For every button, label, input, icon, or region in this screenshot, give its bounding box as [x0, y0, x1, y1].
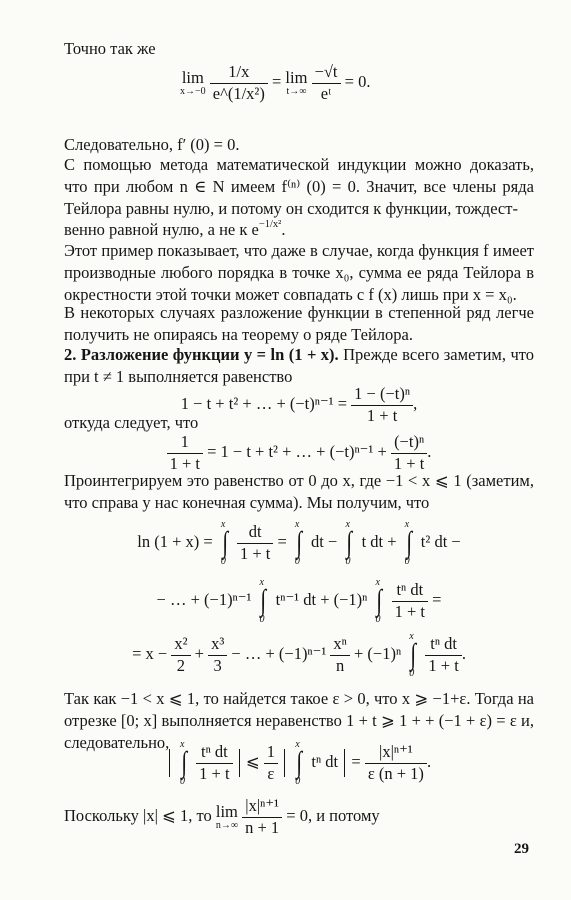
formula-part: t² dt −: [420, 531, 461, 551]
section-heading: 2. Разложение функции y = ln (1 + x).: [64, 345, 339, 364]
lim-label: lim: [285, 68, 308, 88]
text-span: венно равной нулю, а не к e: [64, 220, 259, 239]
frac-den: 1 + t: [393, 453, 425, 473]
paragraph: В некоторых случаях разложение функции в степенной ряд легче получить не опираясь на теорему о ряде Тейлора.: [64, 303, 534, 344]
formula-result: = 0.: [344, 71, 371, 91]
formula-part: − … + (−1)ⁿ⁻¹: [231, 643, 327, 663]
formula-part: + (−1)ⁿ: [354, 643, 402, 663]
text-line: Точно так же: [64, 39, 156, 58]
lim-sub: x→−0: [180, 85, 206, 97]
formula-sum: 1 − t + t² + … + (−t)ⁿ⁻¹ = $\frac{\text{1 − (−t)ⁿ}}{1 + t}$ ,: [180, 384, 418, 425]
formula-part: = x −: [132, 643, 168, 663]
formula-integral-2: − … + (−1)ⁿ⁻¹ x ∫ 0 tⁿ⁻¹ dt + (−1)ⁿ x ∫ 0 $\frac{\text{tⁿ dt}}{1 + t}$ =: [156, 577, 442, 625]
text-span: Поскольку |x| ⩽ 1, то: [64, 805, 212, 825]
paragraph: Проинтегрируем это равенство от 0 до x, где −1 < x ⩽ 1 (заметим, что справа у нас конечная сумма). Мы получим, что: [64, 471, 534, 512]
formula-part: +: [194, 643, 204, 663]
formula-part: 1 − t + t² + … + (−t)ⁿ⁻¹ =: [180, 393, 348, 413]
frac-num: |x|ⁿ⁺¹: [365, 742, 427, 764]
formula-limit: lim x→−0 $\frac{1/x}{\text{e\textasciicircum{}(1/x²)}}$ = lim t→∞ $\frac{-√t}{\text{eᵗ}}$ = 0.: [180, 62, 371, 103]
lim-sub: n→∞: [215, 819, 238, 831]
text-line: откуда следует, что: [64, 413, 199, 432]
frac-den: 1 + t: [366, 405, 398, 425]
frac-num: −√t: [312, 62, 341, 84]
text-line: Следовательно, f′ (0) = 0.: [64, 135, 240, 154]
frac-den: n + 1: [245, 817, 280, 837]
text-line: [64, 796, 534, 838]
text-line: венно равной нулю, а не к $e^{-1/x^2}$.: [64, 219, 286, 239]
formula-part: tⁿ⁻¹ dt + (−1)ⁿ: [275, 589, 368, 609]
frac-den: eᵗ: [320, 83, 332, 103]
paragraph: С помощью метода математической индукции можно доказать, что при любом n ∈ N имеем f⁽ⁿ⁾ (0) = 0. Значит, все члены ряда Тейлора равны нулю, и потому он сходится к функции, тождест-: [64, 155, 534, 218]
paragraph: Так как −1 < x ⩽ 1, то найдется такое ε > 0, что x ⩾ −1+ε. Тогда на отрезке [0; x] выполняется неравенство 1 + t ⩾ 1 + + (−1 + ε) = ε и, следовательно,: [64, 689, 534, 752]
lim-label: lim: [181, 68, 204, 88]
formula-integral-3: = x − $\frac{\text{x²}}{2}$ + $\frac{\text{x³}}{3}$ − … + (−1)ⁿ⁻¹ $\frac{\text{xⁿ}}{n}$ + (−1)ⁿ x ∫ 0 $\frac{\text{tⁿ dt}}{1 + t}$ .: [132, 631, 466, 679]
formula-part: ⩽: [245, 751, 260, 771]
text-span: Прежде всего заметим, что при t ≠ 1 выполняется равенство: [64, 345, 534, 386]
paragraph: Этот пример показывает, что даже в случае, когда функция f имеет производные любого порядка в точке x₀, сумма ее ряда Тейлора в окрестности этой точки может совпадать с f (x) лишь при x = x₀.: [64, 241, 534, 304]
formula-part: = 1 − t + t² + … + (−t)ⁿ⁻¹ +: [207, 441, 387, 461]
lim-label: lim: [215, 802, 238, 822]
formula-identity: $\frac{1}{1 + t}$ = 1 − t + t² + … + (−t)ⁿ⁻¹ + $\frac{\text{(−t)ⁿ}}{1 + t}$ .: [64, 432, 534, 474]
frac-den: ε (n + 1): [367, 763, 424, 783]
text-span: = 0, и потому: [286, 805, 380, 825]
frac-num: |x|ⁿ⁺¹: [242, 796, 282, 818]
formula-part: ln (1 + x) =: [137, 531, 213, 551]
formula-part: t dt +: [361, 531, 397, 551]
formula-integral-1: ln (1 + x) = x ∫ 0 $\frac{dt}{1 + t}$ = x ∫ 0 dt − x ∫ 0 t dt + x ∫ 0 t² dt −: [137, 519, 461, 567]
formula-inequality: x ∫ 0 $\frac{\text{tⁿ dt}}{1 + t}$ ⩽ $\frac{1}{\varepsilon}$ x ∫ 0 tⁿ dt = $\frac{\text{|x|ⁿ⁺¹}}{\varepsilon (n + 1)}$ .: [64, 742, 534, 784]
frac-den: 1 + t: [394, 601, 426, 621]
paragraph: [64, 344, 534, 388]
frac-num: tⁿ dt: [392, 580, 428, 602]
frac-num: 1 − (−t)ⁿ: [351, 384, 413, 406]
formula-part: dt −: [311, 531, 338, 551]
frac-num: (−t)ⁿ: [391, 432, 427, 454]
lim-sub: t→∞: [286, 85, 307, 97]
formula-part: − … + (−1)ⁿ⁻¹: [156, 589, 252, 609]
page-number: 29: [514, 841, 529, 857]
frac-den: e^(1/x²): [212, 83, 265, 103]
frac-num: 1/x: [210, 62, 268, 84]
